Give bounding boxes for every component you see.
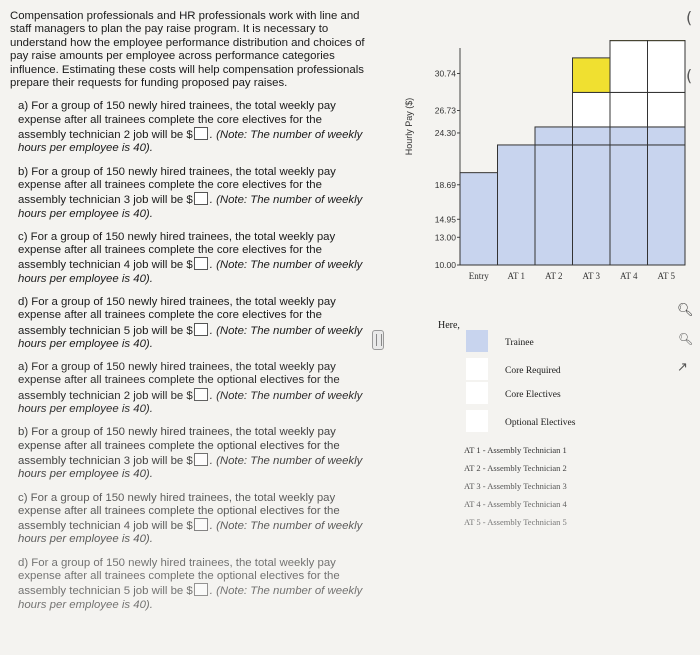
partial-circle-icon-2[interactable]: ( bbox=[686, 66, 693, 85]
legend-swatch bbox=[466, 330, 488, 352]
legend-label: Optional Electives bbox=[505, 418, 576, 428]
answer-input[interactable] bbox=[194, 518, 208, 531]
bar-segment bbox=[610, 41, 648, 93]
legend-here: Here, bbox=[438, 320, 460, 331]
question-part-text: d) For a group of 150 newly hired trainees, the total weekly pay expense after all trainees complete the core electives for the assembly technician 5 job will be $ bbox=[18, 296, 336, 337]
bar-segment bbox=[460, 173, 498, 265]
bar-segment bbox=[573, 92, 611, 127]
question-panel bbox=[10, 10, 365, 612]
legend-abbreviation: AT 2 - Assembly Technician 2 bbox=[464, 463, 567, 473]
bar-segment bbox=[535, 145, 573, 265]
x-tick-label: AT 5 bbox=[657, 271, 676, 281]
y-tick-label: 14.95 bbox=[434, 214, 456, 225]
question-part bbox=[10, 166, 365, 221]
legend-label: Core Electives bbox=[505, 390, 561, 400]
question-part bbox=[10, 100, 365, 155]
bar-segment bbox=[648, 40, 686, 41]
question-part-note: . (Note: The number of weekly hours per employee is 40). bbox=[18, 259, 363, 285]
zoom-out-icon[interactable]: 🔍︎ bbox=[678, 332, 694, 346]
legend-swatch bbox=[466, 410, 488, 432]
bar-segment bbox=[573, 127, 611, 145]
legend-swatch bbox=[466, 358, 488, 380]
bar-segment bbox=[648, 127, 686, 145]
question-part bbox=[10, 557, 365, 612]
question-part-note: . (Note: The number of weekly hours per employee is 40). bbox=[18, 129, 363, 155]
legend-abbreviation: AT 4 - Assembly Technician 4 bbox=[464, 499, 567, 509]
partial-circle-icon[interactable]: ( bbox=[686, 8, 693, 27]
question-part-note: . (Note: The number of weekly hours per employee is 40). bbox=[18, 520, 363, 546]
question-part-note: . (Note: The number of weekly hours per employee is 40). bbox=[18, 389, 363, 416]
legend-abbreviation: AT 1 - Assembly Technician 1 bbox=[464, 445, 567, 455]
x-tick-label: AT 4 bbox=[619, 271, 638, 281]
bar-segment bbox=[498, 145, 536, 265]
legend-label: Core Required bbox=[505, 366, 561, 376]
answer-input[interactable] bbox=[194, 323, 208, 336]
y-tick-label: 18.69 bbox=[434, 179, 456, 190]
question-part bbox=[10, 426, 365, 481]
y-tick-label: 10.00 bbox=[434, 260, 456, 270]
question-part bbox=[10, 231, 365, 286]
legend-abbreviation: AT 3 - Assembly Technician 3 bbox=[464, 481, 567, 491]
question-part-text: b) For a group of 150 newly hired trainees, the total weekly pay expense after all trainees complete the core electives for the assembly technician 3 job will be $ bbox=[18, 165, 336, 207]
question-parts bbox=[10, 100, 365, 612]
y-tick-label: 24.30 bbox=[434, 127, 456, 138]
question-part-text: a) For a group of 150 newly hired trainees, the total weekly pay expense after all trainees complete the optional electives for the assembly technician 2 job will be $ bbox=[18, 361, 340, 402]
answer-input[interactable] bbox=[194, 127, 208, 140]
bar-segment bbox=[573, 145, 611, 265]
question-part-text: c) For a group of 150 newly hired trainees, the total weekly pay expense after all trainees complete the core electives for the assembly technician 4 job will be $ bbox=[18, 230, 336, 272]
question-part bbox=[10, 492, 365, 547]
bar-segment bbox=[648, 92, 686, 127]
legend-swatch bbox=[466, 382, 488, 404]
bar-segment bbox=[573, 58, 611, 93]
pay-chart bbox=[400, 40, 693, 290]
legend-abbreviation: AT 5 - Assembly Technician 5 bbox=[464, 517, 567, 527]
legend-label: Trainee bbox=[505, 338, 534, 348]
pay-chart-svg bbox=[400, 40, 693, 290]
x-tick-label: AT 2 bbox=[544, 271, 563, 281]
question-part-note: . (Note: The number of weekly hours per employee is 40). bbox=[18, 454, 363, 481]
y-tick-label: 30.74 bbox=[434, 68, 456, 79]
zoom-in-icon[interactable]: 🔍︎ bbox=[677, 303, 694, 318]
bar-segment bbox=[610, 92, 648, 127]
question-part-text: c) For a group of 150 newly hired trainees, the total weekly pay expense after all trainees complete the optional electives for the assembly technician 4 job will be $ bbox=[18, 491, 340, 533]
answer-input[interactable] bbox=[194, 388, 208, 401]
bar-segment bbox=[535, 127, 573, 145]
y-axis-label: Hourly Pay ($) bbox=[404, 97, 414, 156]
question-part-text: a) For a group of 150 newly hired trainees, the total weekly pay expense after all trainees complete the core electives for the assembly technician 2 job will be $ bbox=[18, 100, 336, 142]
answer-input[interactable] bbox=[194, 192, 208, 205]
question-part-text: d) For a group of 150 newly hired trainees, the total weekly pay expense after all trainees complete the optional electives for the assembly technician 5 job will be $ bbox=[18, 556, 340, 598]
y-tick-label: 13.00 bbox=[434, 232, 456, 243]
x-tick-label: AT 3 bbox=[582, 271, 601, 281]
question-part-note: . (Note: The number of weekly hours per employee is 40). bbox=[18, 194, 363, 220]
question-part bbox=[10, 296, 365, 351]
question-part bbox=[10, 361, 365, 416]
answer-input[interactable] bbox=[194, 583, 208, 596]
question-intro: Compensation professionals and HR professionals work with line and staff managers to plan the pay raise program. It is necessary to understand how the employee performance distribution and choices of pay raise amounts per employee across performance categories influence. Estimating these costs will help compensation professionals prepare their requests for funding proposed pay raises. bbox=[10, 10, 365, 90]
answer-input[interactable] bbox=[194, 453, 208, 466]
x-tick-label: AT 1 bbox=[507, 271, 526, 281]
bar-segment bbox=[648, 145, 686, 265]
x-tick-label: Entry bbox=[468, 271, 489, 281]
bar-segment bbox=[610, 40, 648, 41]
question-part-note: . (Note: The number of weekly hours per employee is 40). bbox=[18, 324, 363, 350]
question-part-text: b) For a group of 150 newly hired trainees, the total weekly pay expense after all trainees complete the optional electives for the assembly technician 3 job will be $ bbox=[18, 426, 340, 467]
popout-icon[interactable]: ↗ bbox=[677, 360, 688, 375]
bar-segment bbox=[610, 145, 648, 265]
bar-segment bbox=[610, 127, 648, 145]
bar-segment bbox=[648, 41, 686, 93]
panel-resize-handle[interactable] bbox=[372, 330, 384, 350]
answer-input[interactable] bbox=[194, 257, 208, 270]
question-part-note: . (Note: The number of weekly hours per employee is 40). bbox=[18, 585, 363, 611]
y-tick-label: 26.73 bbox=[434, 105, 456, 116]
